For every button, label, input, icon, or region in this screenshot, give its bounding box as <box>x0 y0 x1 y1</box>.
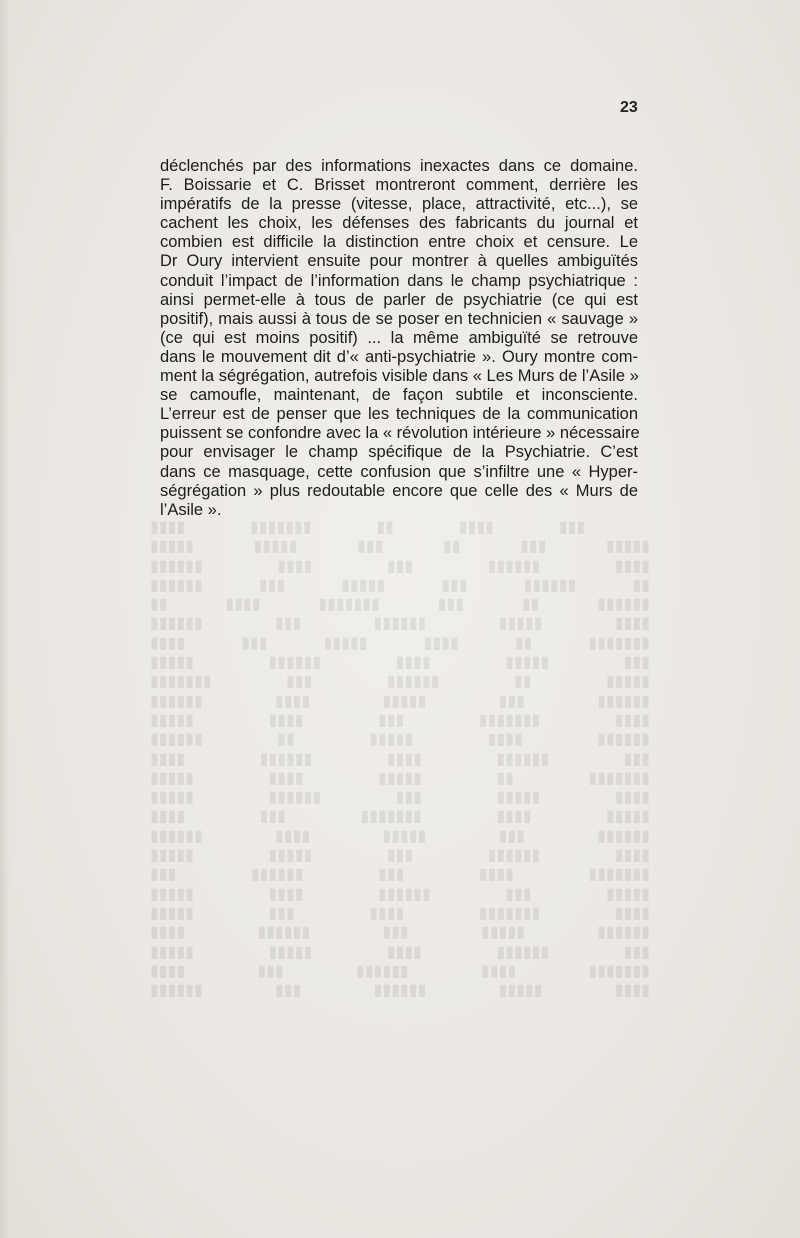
text-line: Dr Oury intervient ensuite pour montrer à quelles ambiguïtés <box>160 252 638 271</box>
text-line: dans ce masquage, cette confusion que s’infiltre une « Hyper- <box>160 462 638 481</box>
text-line: conduit l’impact de l’information dans le champ psychiatrique : <box>160 271 638 290</box>
text-line: puissent se confondre avec la « révolution intérieure » nécessaire <box>160 424 640 443</box>
text-line: l’Asile ». <box>160 500 222 519</box>
text-line: (ce qui est moins positif) ... la même ambiguïté se retrouve <box>160 328 638 347</box>
text-line: combien est difficile la distinction entre choix et censure. Le <box>160 233 638 252</box>
text-line: ainsi permet-elle à tous de parler de psychiatrie (ce qui est <box>160 290 638 309</box>
text-line: cachent les choix, les défenses des fabricants du journal et <box>160 214 638 233</box>
text-line: dans le mouvement dit d’« anti-psychiatrie ». Oury montre com- <box>160 347 638 366</box>
text-line: positif), mais aussi à tous de se poser en technicien « sauvage » <box>160 309 638 328</box>
text-line: pour envisager le champ spécifique de la Psychiatrie. C’est <box>160 443 638 462</box>
text-line: L’erreur est de penser que les techniques de la communication <box>160 405 638 424</box>
page-number: 23 <box>620 99 638 116</box>
text-line: déclenchés par des informations inexactes dans ce domaine. <box>160 157 638 175</box>
text-line: ment la ségrégation, autrefois visible dans « Les Murs de l’Asile » <box>160 367 639 386</box>
page-edge-shadow <box>0 0 10 1238</box>
text-line: ségrégation » plus redoutable encore que celle des « Murs de <box>160 481 638 500</box>
reverse-side-show-through: ​ ▮▮▮ ▮▮▮▮ ▮▮ ▮▮▮▮▮▮▮ ▮▮▮▮ ▮▮▮▮▮ ▮▮▮ ▮▮ ▮▮▮ ▮▮▮▮▮ ▮▮▮▮▮ ▮▮▮▮ ▮▮▮▮▮▮ ▮▮▮ ▮▮▮▮ ▮▮▮▮▮▮ ▮▮ ▮▮▮▮▮▮ ▮▮▮ ▮▮▮▮▮ ▮▮▮ ▮▮▮▮▮▮ ▮▮▮▮▮▮ ▮▮ ▮▮▮ ▮▮▮▮▮▮▮ ▮▮▮▮ ▮▮ ▮▮▮▮ ▮▮▮▮▮ ▮▮▮▮▮▮ ▮▮▮ ▮▮▮▮▮▮ ▮▮▮▮▮▮▮ ▮▮ ▮▮▮▮ ▮▮▮▮▮ ▮▮▮ ▮▮▮▮ ▮▮▮ ▮▮▮▮▮ ▮▮▮▮ ▮▮▮▮▮▮ ▮▮▮▮▮ ▮▮▮▮▮ ▮▮ ▮▮▮▮▮▮ ▮▮▮ ▮▮▮▮▮▮▮ ▮▮▮▮▮▮ ▮▮▮ ▮▮▮▮▮ ▮▮▮▮ ▮▮▮▮▮▮ ▮▮▮▮ ▮▮▮▮▮▮▮ ▮▮▮ ▮▮▮▮ ▮▮▮▮▮ ▮▮▮▮▮▮ ▮▮▮▮ ▮▮▮▮▮ ▮▮ ▮▮▮▮▮▮ ▮▮▮ ▮▮▮▮▮▮ ▮▮▮▮ ▮▮▮▮▮▮ ▮▮▮▮ ▮▮▮▮▮▮▮ ▮▮ ▮▮▮▮▮ ▮▮▮▮ ▮▮▮▮▮ ▮▮▮▮ ▮▮▮▮▮ ▮▮▮ ▮▮▮▮▮▮ ▮▮▮▮▮ ▮▮▮▮▮ ▮▮▮▮ ▮▮▮▮▮▮▮ ▮▮▮ ▮▮▮▮ ▮▮▮▮▮▮ ▮▮▮ ▮▮▮▮▮ ▮▮▮▮ ▮▮▮▮▮▮ ▮▮▮▮ ▮▮▮▮▮▮ ▮▮▮ ▮▮▮▮▮ ▮▮▮▮▮ ▮▮▮▮▮▮▮ ▮▮▮▮ ▮▮▮ ▮▮▮▮▮▮ ▮▮▮ ▮▮▮▮▮ ▮▮▮ ▮▮▮▮▮▮ ▮▮▮▮ ▮▮▮▮▮ ▮▮▮▮ ▮▮▮▮▮▮▮ ▮▮▮▮ ▮▮▮ ▮▮▮▮▮ ▮▮▮▮▮▮ ▮▮▮▮▮ ▮▮▮ ▮▮▮▮▮▮ ▮▮▮▮ ▮▮▮ ▮▮▮▮▮▮ ▮▮▮▮ ▮▮▮▮▮ ▮▮▮▮▮ ▮▮▮▮▮▮▮ ▮▮▮▮ ▮▮▮▮▮▮ ▮▮▮ ▮▮▮▮ ▮▮▮▮ ▮▮▮▮▮ ▮▮▮▮▮▮ ▮▮▮ ▮▮▮▮▮▮ <box>150 519 650 1000</box>
text-line: se camoufle, maintenant, de façon subtile et inconsciente. <box>160 386 638 405</box>
text-line: F. Boissarie et C. Brisset montreront comment, derrière les <box>160 176 638 195</box>
body-paragraph <box>160 157 638 520</box>
text-line: impératifs de la presse (vitesse, place, attractivité, etc...), se <box>160 195 638 214</box>
